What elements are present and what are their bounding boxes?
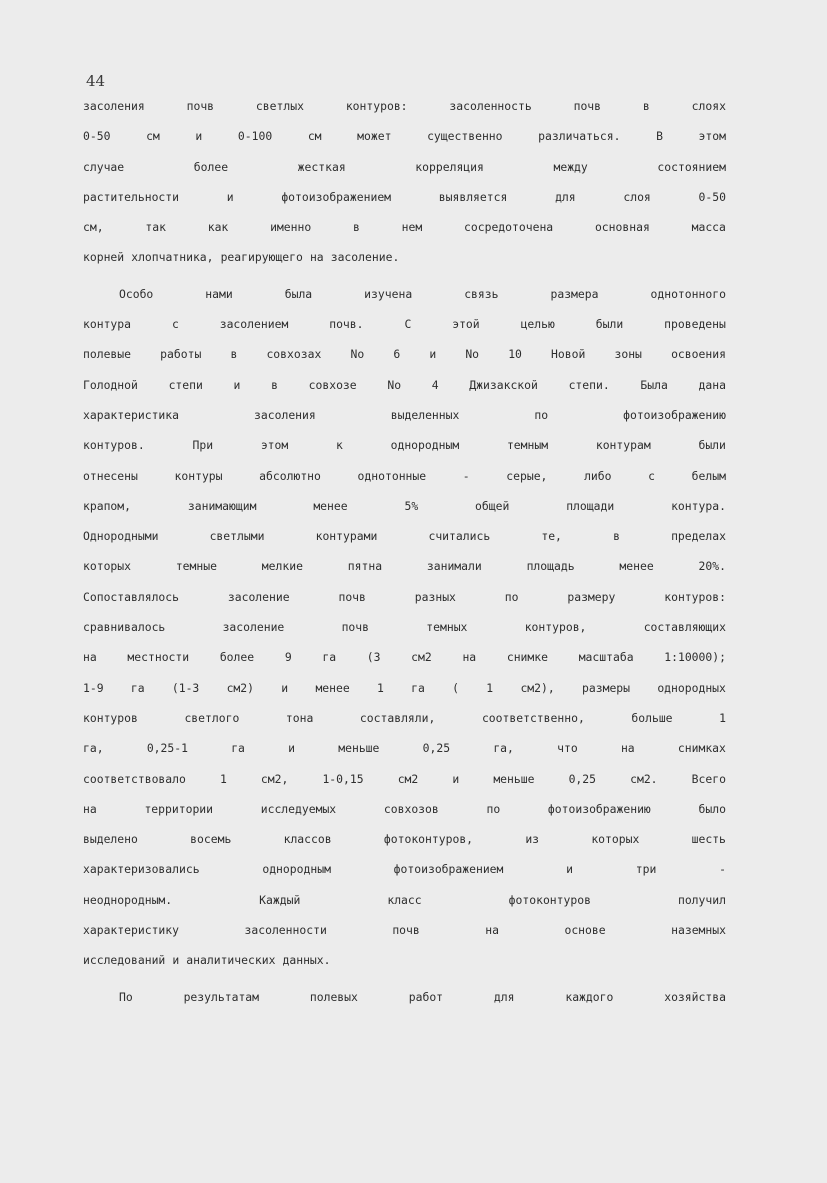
text-line: контуров. При этом к однородным темным контурам были — [83, 438, 726, 453]
text-line: отнесены контуры абсолютно однотонные - серые, либо с белым — [83, 468, 726, 483]
text-line: случае более жесткая корреляция между состоянием — [83, 159, 726, 174]
text-line: Голодной степи и в совхозе No 4 Джизакской степи. Была дана — [83, 377, 726, 392]
text-line: 0-50 см и 0-100 см может существенно различаться. В этом — [83, 129, 726, 144]
text-line: характеристику засоленности почв на основе наземных — [83, 923, 726, 938]
text-line: крапом, занимающим менее 5% общей площади контура. — [83, 498, 726, 513]
text-line: сравнивалось засоление почв темных контуров, составляющих — [83, 620, 726, 635]
text-line: Однородными светлыми контурами считались те, в пределах — [83, 529, 726, 544]
text-line: растительности и фотоизображением выявляется для слоя 0-50 — [83, 189, 726, 204]
text-line: По результатам полевых работ для каждого хозяйства — [119, 989, 726, 1004]
text-line: выделено восемь классов фотоконтуров, из которых шесть — [83, 832, 726, 847]
text-line: Особо нами была изучена связь размера однотонного — [119, 286, 726, 301]
text-line: характеристика засоления выделенных по фотоизображению — [83, 407, 726, 422]
text-line: исследований и аналитических данных. — [83, 953, 331, 968]
text-line: контуров светлого тона составляли, соответственно, больше 1 — [83, 710, 726, 725]
text-line: на территории исследуемых совхозов по фотоизображению было — [83, 801, 726, 816]
text-line: см, так как именно в нем сосредоточена основная масса — [83, 220, 726, 235]
page-number: 44 — [86, 72, 106, 90]
text-line: характеризовались однородным фотоизображением и три - — [83, 862, 726, 877]
text-line: 1-9 га (1-3 см2) и менее 1 га ( 1 см2), размеры однородных — [83, 680, 726, 695]
paragraph — [83, 96, 726, 278]
text-line: которых темные мелкие пятна занимали площадь менее 20%. — [83, 559, 726, 574]
text-line: соответствовало 1 см2, 1-0,15 см2 и меньше 0,25 см2. Всего — [83, 771, 726, 786]
text-line: неоднородным. Каждый класс фотоконтуров получил — [83, 892, 726, 907]
text-line: на местности более 9 га (3 см2 на снимке масштаба 1:10000); — [83, 650, 726, 665]
text-line: контура с засолением почв. С этой целью были проведены — [83, 317, 726, 332]
text-line: Сопоставлялось засоление почв разных по размеру контуров: — [83, 589, 726, 604]
text-line: га, 0,25-1 га и меньше 0,25 га, что на снимках — [83, 741, 726, 756]
text-line: засоления почв светлых контуров: засоленность почв в слоях — [83, 99, 726, 113]
paragraph — [83, 987, 726, 1017]
text-line: корней хлопчатника, реагирующего на засоление. — [83, 250, 400, 265]
text-line: полевые работы в совхозах No 6 и No 10 Новой зоны освоения — [83, 347, 726, 362]
paragraph — [83, 284, 726, 981]
body-text — [83, 96, 726, 1017]
